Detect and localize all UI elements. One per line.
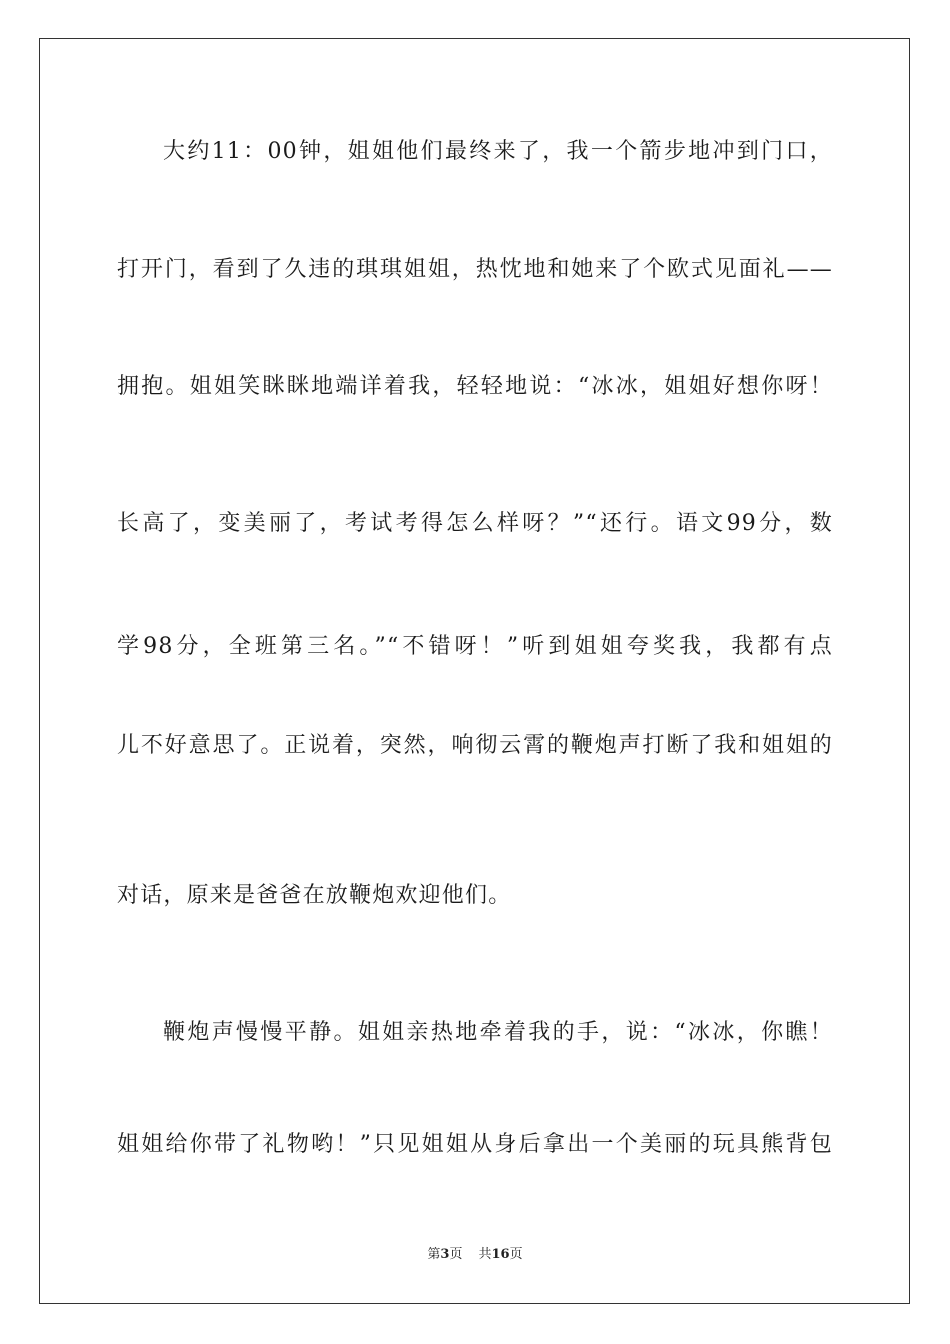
paragraph-1-line-6: 儿不好意思了。正说着，突然，响彻云霄的鞭炮声打断了我和姐姐的 [117,733,833,758]
footer-total-suffix: 页 [509,1247,523,1262]
footer-total-pages: 16 [491,1247,510,1262]
paragraph-1-line-7: 对话，原来是爸爸在放鞭炮欢迎他们。 [117,883,512,908]
page-border [39,38,910,1304]
paragraph-2-line-2: 姐姐给你带了礼物哟！”只见姐姐从身后拿出一个美丽的玩具熊背包 [117,1132,833,1157]
footer-page-prefix: 第 [427,1247,441,1262]
paragraph-1-line-2: 打开门，看到了久违的琪琪姐姐，热忱地和她来了个欧式见面礼—— [117,257,833,282]
footer-total-prefix: 共 [478,1247,492,1262]
footer-page-number: 3 [440,1247,450,1262]
paragraph-1-line-1: 大约11：00钟，姐姐他们最终来了，我一个箭步地冲到门口， [163,139,833,164]
page-footer [0,1246,950,1264]
footer-page-suffix: 页 [449,1247,463,1262]
paragraph-1-line-5: 学98分，全班第三名。”“不错呀！”听到姐姐夸奖我，我都有点 [117,634,833,659]
paragraph-1-line-3: 拥抱。姐姐笑眯眯地端详着我，轻轻地说：“冰冰，姐姐好想你呀！ [117,374,833,399]
paragraph-2-line-1: 鞭炮声慢慢平静。姐姐亲热地牵着我的手，说：“冰冰，你瞧！ [163,1020,833,1045]
paragraph-1-line-4: 长高了，变美丽了，考试考得怎么样呀？”“还行。语文99分，数 [117,511,833,536]
